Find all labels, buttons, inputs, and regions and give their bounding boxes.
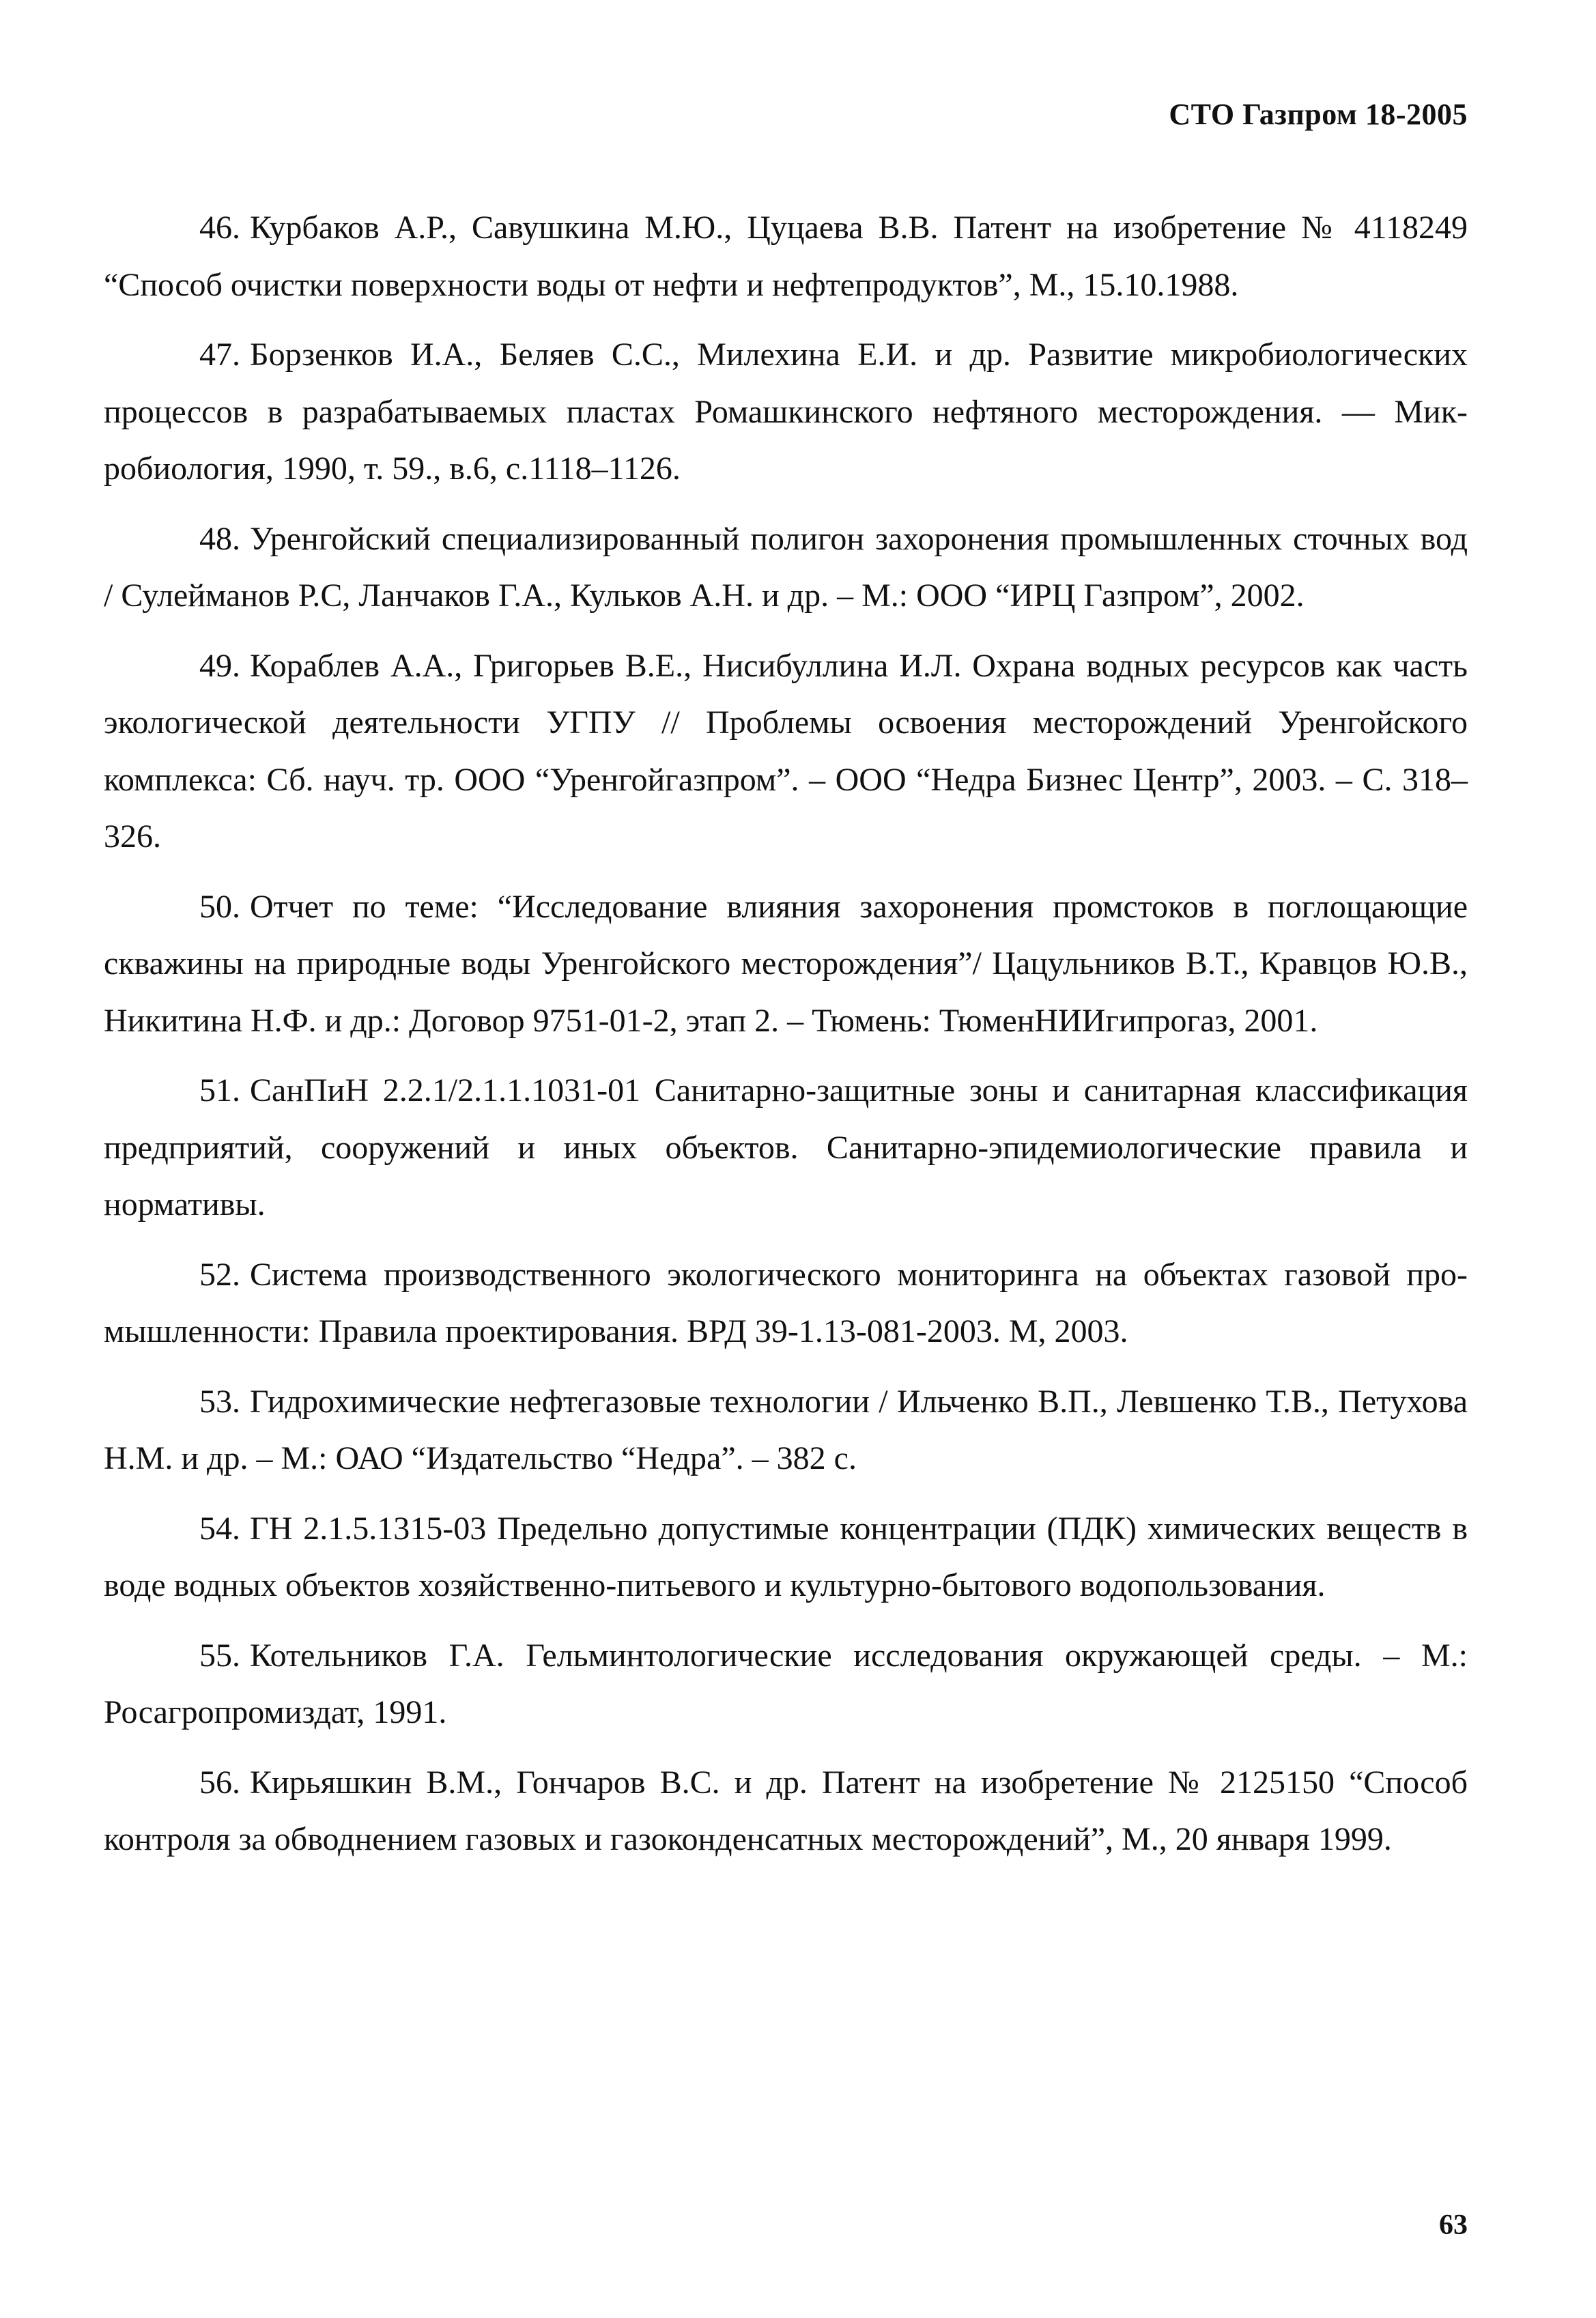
reference-text: Курбаков А.Р., Савушкина М.Ю., Цуцаева В.В. Патент на изобретение № 4118249 “Способ очистки поверхности воды от нефти и нефтепродуктов”, М., 15.10.1988. (104, 210, 1468, 303)
reference-text: Уренгойский специализированный полигон захоронения промышленных сточных вод / Сулейманов Р.С, Ланчаков Г.А., Кульков А.Н. и др. – М.: ООО “ИРЦ Газпром”, 2002. (104, 520, 1468, 614)
reference-text: Котельников Г.А. Гельминтологические исследования окружающей среды. – М.: Росагропромиздат, 1991. (104, 1637, 1468, 1730)
reference-number: 47. (199, 337, 240, 373)
reference-number: 54. (199, 1510, 240, 1547)
reference-item-52 (104, 1246, 1468, 1360)
reference-text: Отчет по теме: “Исследование влияния захоронения промстоков в поглощающие скважины на природные воды Уренгойского месторождения”/ Цацульников В.Т., Кравцов Ю.В., Никитина Н.Ф. и др.: Договор 9751-01-2, этап 2. – Тюмень: ТюменНИИгипрогаз, 2001. (104, 888, 1468, 1039)
reference-text: Кораблев А.А., Григорьев В.Е., Нисибуллина И.Л. Охрана водных ресурсов как часть экологической деятельности УГПУ // Проблемы освоения месторождений Уренгойского комплекса: Сб. науч. тр. ООО “Уренгойгазпром”. – ООО “Недра Бизнес Центр”, 2003. – С. 318–326. (104, 647, 1468, 855)
reference-number: 49. (199, 647, 240, 684)
reference-item-53 (104, 1373, 1468, 1487)
reference-item-46 (104, 199, 1468, 313)
reference-item-49 (104, 638, 1468, 865)
reference-item-56 (104, 1754, 1468, 1868)
reference-item-47 (104, 326, 1468, 498)
reference-number: 50. (199, 888, 240, 925)
reference-text: СанПиН 2.2.1/2.1.1.1031-01 Санитарно-защитные зоны и санитарная классификация предприятий, сооружений и иных объектов. Санитарно-эпидемиологические правила и нормативы. (104, 1072, 1468, 1222)
reference-list (104, 199, 1468, 1881)
reference-text: Гидрохимические нефтегазовые технологии / Ильченко В.П., Левшенко Т.В., Петухова Н.М. и др. – М.: ОАО “Издательство “Недра”. – 382 с. (104, 1383, 1468, 1476)
document-code-header: СТО Газпром 18-2005 (1169, 98, 1468, 131)
reference-number: 53. (199, 1383, 240, 1420)
page-number: 63 (1439, 2209, 1468, 2241)
reference-item-48 (104, 511, 1468, 625)
reference-item-50 (104, 878, 1468, 1050)
reference-text: Борзенков И.А., Беляев С.С., Милехина Е.И. и др. Развитие микробиологических процессов в разрабатываемых пластах Ромашкинского нефтяного месторождения. — Микробиология, 1990, т. 59., в.6, с.1118–1126. (104, 337, 1468, 487)
reference-number: 51. (199, 1072, 240, 1108)
reference-text: Система производственного экологического мониторинга на объектах газовой промышленности: Правила проектирования. ВРД 39-1.13-081-2003. М, 2003. (104, 1256, 1468, 1349)
reference-text: Кирьяшкин В.М., Гончаров В.С. и др. Патент на изобретение № 2125150 “Способ контроля за обводнением газовых и газоконденсатных месторождений”, М., 20 января 1999. (104, 1764, 1468, 1857)
reference-number: 48. (199, 520, 240, 557)
reference-item-55 (104, 1627, 1468, 1741)
reference-number: 46. (199, 210, 240, 246)
reference-number: 55. (199, 1637, 240, 1674)
reference-number: 56. (199, 1764, 240, 1801)
reference-text: ГН 2.1.5.1315-03 Предельно допустимые концентрации (ПДК) химических веществ в воде водных объектов хозяйственно-питьевого и культурно-бытового водопользования. (104, 1510, 1468, 1603)
reference-item-54 (104, 1500, 1468, 1614)
reference-item-51 (104, 1062, 1468, 1233)
reference-number: 52. (199, 1256, 240, 1293)
